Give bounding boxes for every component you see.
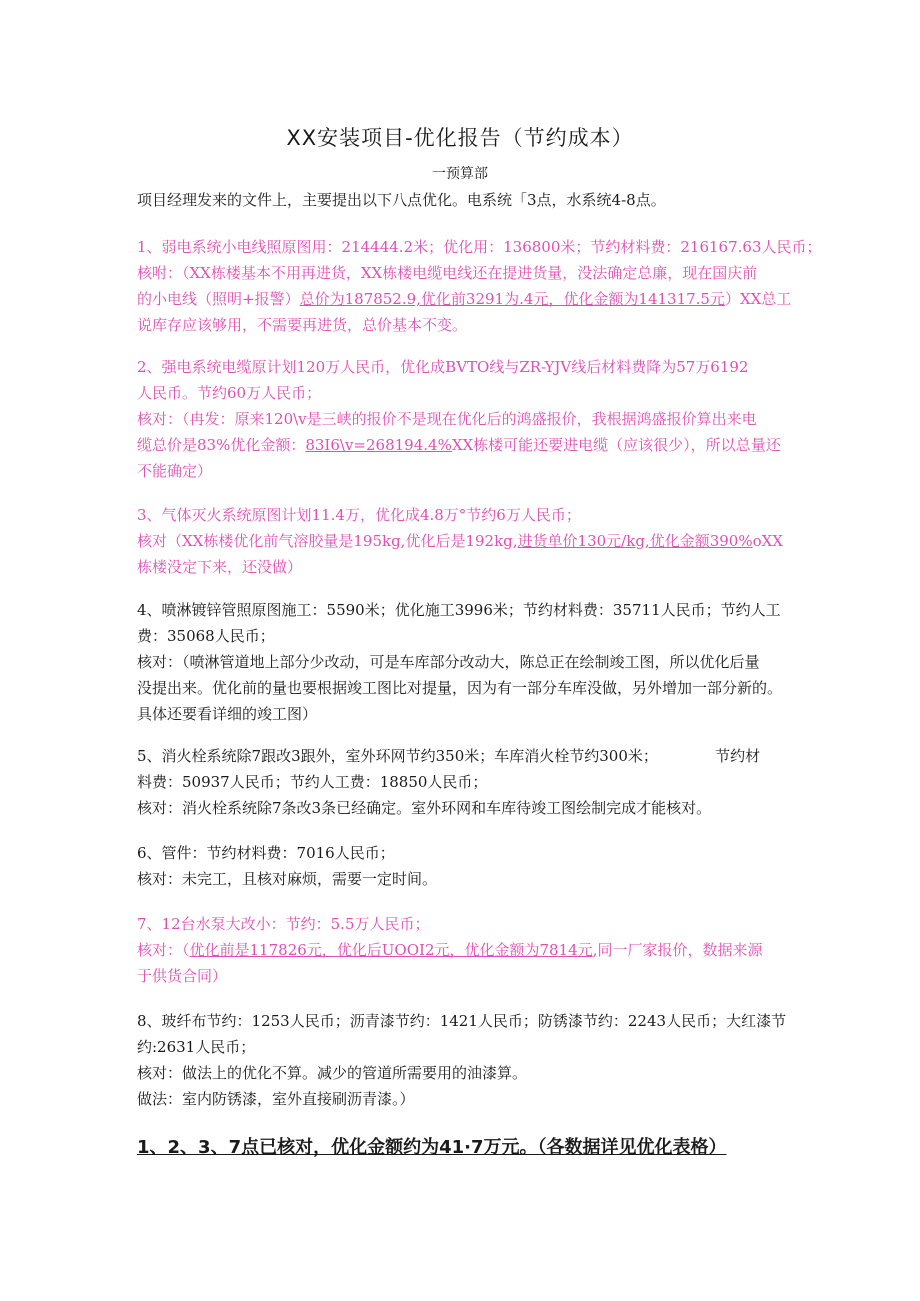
item-line: 核对：（冉发：原来120\v是三峡的报价不是现在优化后的鸿盛报价，我根据鸿盛报价算出来电 (137, 410, 757, 428)
item-line: 料费：50937人民币；节约人工费：18850人民币； (137, 773, 488, 791)
intro-paragraph: 项目经理发来的文件上，主要提出以下八点优化。电系统「3点，水系统4-8点。 (137, 191, 666, 209)
item-line: 核对（XX栋楼优化前气溶胶量是195kg,优化后是192kg,进货单价130元/kg,优化金额390%oXX (137, 532, 783, 550)
item-line: 2、强电系统电缆原计划120万人民币，优化成BVTO线与ZR-YJV线后材料费降为57万6192 (137, 358, 749, 376)
item-line: 核对：消火栓系统除7条改3条已经确定。室外环网和车库待竣工图绘制完成才能核对。 (137, 799, 712, 817)
item-line: 核对：（喷淋管道地上部分少改动，可是车库部分改动大，陈总正在绘制竣工图，所以优化后量 (137, 653, 760, 671)
underlined-amount: 总价为187852.9,优化前3291为.4元，优化金额为141317.5元 (299, 290, 725, 308)
underlined-amount: 83I6\v=268194.4% (305, 436, 452, 454)
item-line: 的小电线（照明+报警）总价为187852.9,优化前3291为.4元，优化金额为141317.5元）XX总工 (137, 290, 792, 308)
item-line: 于供货合同） (137, 967, 228, 985)
item-line: 缆总价是83%优化金额：83I6\v=268194.4%XX栋楼可能还要进电缆（应该很少），所以总量还 (137, 436, 781, 454)
item-5-block (137, 743, 787, 821)
item-7-block (137, 911, 787, 989)
item-line: 栋楼没定下来，还没做） (137, 558, 303, 576)
item-line: 具体还要看详细的竣工图） (137, 705, 318, 723)
item-line: 7、12台水泵大改小：节约：5.5万人民币； (137, 915, 430, 933)
item-line: 核对：（优化前是117826元，优化后UOOI2元，优化金额为7814元,同一厂家报价，数据来源 (137, 941, 763, 959)
item-line: 核对：做法上的优化不算。减少的管道所需要用的油漆算。 (137, 1064, 528, 1082)
item-6-block (137, 840, 787, 892)
item-line: 5、消火栓系统除7跟改3跟外，室外环网节约350米；车库消火栓节约300米； 节约材 (137, 747, 761, 765)
item-1-block (137, 234, 822, 338)
item-line: 没提出来。优化前的量也要根据竣工图比对提量，因为有一部分车库没做，另外增加一部分新的。 (137, 679, 783, 697)
item-line: 不能确定） (137, 462, 213, 480)
page-title: XX安装项目-优化报告（节约成本） (286, 126, 634, 150)
item-4-block (137, 597, 787, 727)
item-8-block (137, 1008, 787, 1112)
item-line: 约:2631人民币； (137, 1038, 256, 1056)
item-3-block (137, 502, 787, 580)
item-line: 1、弱电系统小电线照原图用：214444.2米；优化用：136800米；节约材料费：216167.63人民币； (137, 238, 822, 256)
underlined-amount: 进货单价130元/kg,优化金额390% (517, 532, 753, 550)
item-line: 人民币。节约60万人民币； (137, 384, 322, 402)
item-line: 说库存应该够用，不需要再进货，总价基本不变。 (137, 316, 468, 334)
item-line: 核对：未完工，且核对麻烦，需要一定时间。 (137, 870, 438, 888)
item-2-block (137, 354, 787, 484)
underlined-amount: 优化前是117826元，优化后UOOI2元，优化金额为7814元 (189, 941, 593, 959)
department-subtitle: 一预算部 (432, 166, 488, 182)
item-line: 核咐：（XX栋楼基本不用再进货，XX栋楼电缆电线还在提进货量，没法确定总廉，现在国庆前 (137, 264, 758, 282)
summary-line: 1、2、3、7点已核对，优化金额约为41·7万元。（各数据详见优化表格） (137, 1137, 727, 1158)
item-line: 8、玻纤布节约：1253人民币；沥青漆节约：1421人民币；防锈漆节约：2243人民币；大红漆节 (137, 1012, 787, 1030)
item-line: 3、气体灭火系统原图计划11.4万，优化成4.8万°节约6万人民币； (137, 506, 581, 524)
item-line: 4、喷淋镀锌管照原图施工：5590米；优化施工3996米；节约材料费：35711人民币；节约人工 (137, 601, 781, 619)
item-line: 做法：室内防锈漆，室外直接刷沥青漆。） (137, 1090, 415, 1108)
item-line: 6、管件：节约材料费：7016人民币； (137, 844, 395, 862)
item-line: 费：35068人民币； (137, 627, 275, 645)
